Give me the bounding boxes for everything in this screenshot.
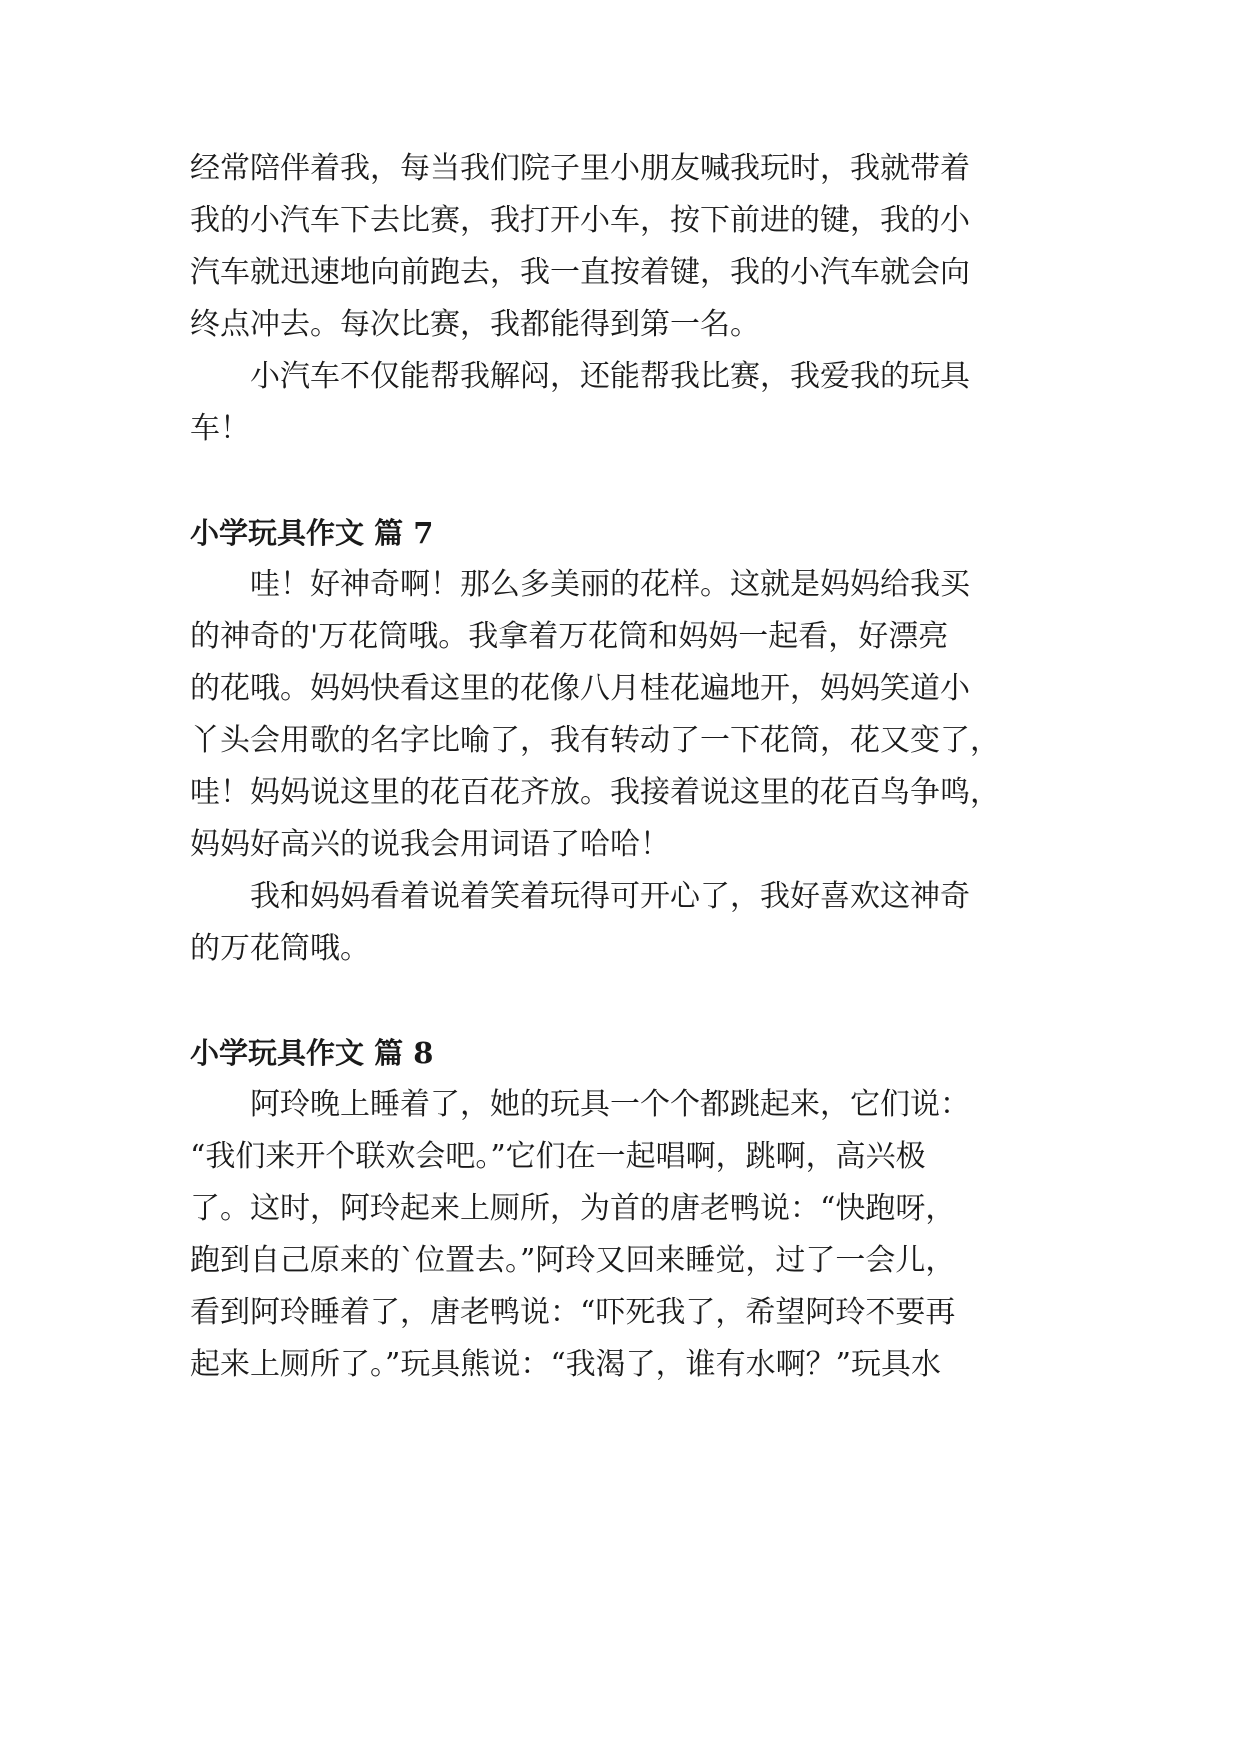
body-text-line: 妈妈好高兴的说我会用词语了哈哈！ bbox=[190, 827, 670, 862]
body-text-line: 的花哦。妈妈快看这里的花像八月桂花遍地开，妈妈笑道小 bbox=[190, 671, 970, 706]
section-heading: 小学玩具作文 篇 7 bbox=[190, 516, 434, 550]
body-text-line: 车！ bbox=[190, 411, 250, 446]
body-text-line: 的万花筒哦。 bbox=[190, 931, 370, 966]
body-text-line: 跑到自己原来的`位置去。”阿玲又回来睡觉，过了一会儿， bbox=[190, 1243, 956, 1278]
body-text-line: 阿玲晚上睡着了，她的玩具一个个都跳起来，它们说： bbox=[190, 1087, 970, 1122]
body-text-line: “我们来开个联欢会吧。”它们在一起唱啊，跳啊，高兴极 bbox=[190, 1139, 926, 1174]
section-heading: 小学玩具作文 篇 8 bbox=[190, 1036, 434, 1070]
body-text-line: 看到阿玲睡着了，唐老鸭说：“吓死我了，希望阿玲不要再 bbox=[190, 1295, 956, 1330]
body-text-line: 小汽车不仅能帮我解闷，还能帮我比赛，我爱我的玩具 bbox=[190, 359, 970, 394]
body-text-line: 哇！妈妈说这里的花百花齐放。我接着说这里的花百鸟争鸣， bbox=[190, 775, 1000, 810]
body-text-line: 汽车就迅速地向前跑去，我一直按着键，我的小汽车就会向 bbox=[190, 255, 970, 290]
body-text-line: 了。这时，阿玲起来上厕所，为首的唐老鸭说：“快跑呀， bbox=[190, 1191, 956, 1226]
body-text-line: 的神奇的'万花筒哦。我拿着万花筒和妈妈一起看，好漂亮 bbox=[190, 619, 949, 654]
body-text-line: 终点冲去。每次比赛，我都能得到第一名。 bbox=[190, 307, 760, 342]
body-text-line: 经常陪伴着我，每当我们院子里小朋友喊我玩时，我就带着 bbox=[190, 151, 970, 186]
body-text-line: 哇！好神奇啊！那么多美丽的花样。这就是妈妈给我买 bbox=[190, 567, 970, 602]
body-text-line: 我的小汽车下去比赛，我打开小车，按下前进的键，我的小 bbox=[190, 203, 970, 238]
body-text-line: 我和妈妈看着说着笑着玩得可开心了，我好喜欢这神奇 bbox=[190, 879, 970, 914]
body-text-line: 丫头会用歌的名字比喻了，我有转动了一下花筒，花又变了， bbox=[190, 723, 1000, 758]
body-text-line: 起来上厕所了。”玩具熊说：“我渴了，谁有水啊？”玩具水 bbox=[190, 1347, 942, 1382]
